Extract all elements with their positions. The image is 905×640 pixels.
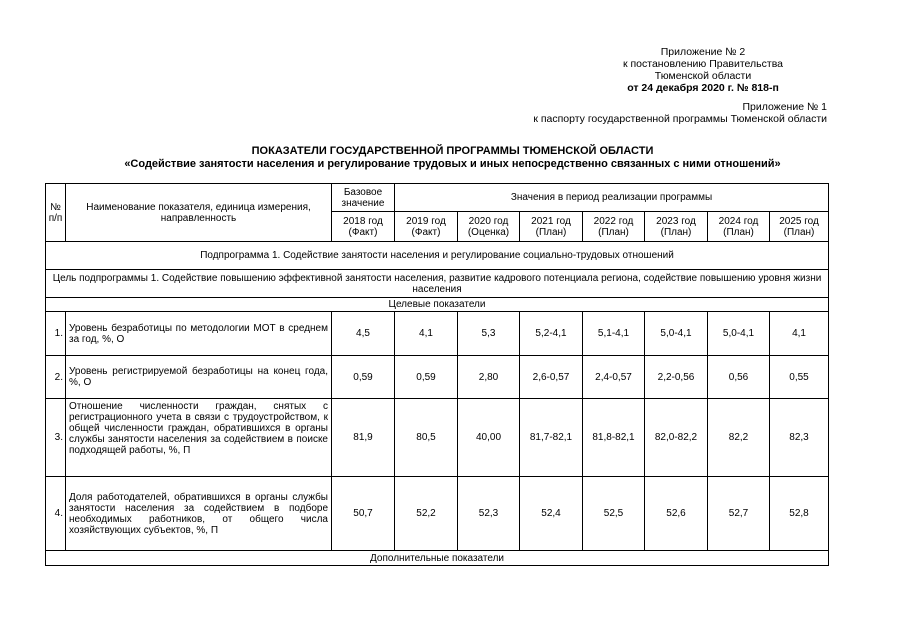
year-header xyxy=(520,212,583,242)
year-kind: (План) xyxy=(723,226,754,238)
extra-section-row xyxy=(46,551,829,566)
year-header xyxy=(645,212,708,242)
value-cell: 52,6 xyxy=(645,477,708,551)
goal-row xyxy=(46,270,829,298)
year-label: 2025 год xyxy=(779,215,819,227)
value-cell: 4,1 xyxy=(395,312,458,356)
value-cell: 52,7 xyxy=(708,477,770,551)
value-cell: 81,7-82,1 xyxy=(520,399,583,477)
value-cell: 52,2 xyxy=(395,477,458,551)
subprogram-row xyxy=(46,242,829,270)
value-cell: 5,0-4,1 xyxy=(645,312,708,356)
value-cell: 0,56 xyxy=(708,356,770,399)
value-cell: 50,7 xyxy=(332,477,395,551)
year-header xyxy=(332,212,395,242)
year-header xyxy=(708,212,770,242)
value-cell: 2,80 xyxy=(458,356,520,399)
col-name-header: Наименование показателя, единица измерения, направленность xyxy=(66,184,332,242)
appendix-header xyxy=(583,46,823,94)
target-section-title: Целевые показатели xyxy=(46,298,829,312)
year-label: 2021 год xyxy=(531,215,571,227)
year-kind: (План) xyxy=(598,226,629,238)
table-row xyxy=(46,356,829,399)
value-cell: 5,2-4,1 xyxy=(520,312,583,356)
year-label: 2023 год xyxy=(656,215,696,227)
value-cell: 0,59 xyxy=(332,356,395,399)
year-header xyxy=(770,212,829,242)
value-cell: 5,0-4,1 xyxy=(708,312,770,356)
appendix-number: Приложение № 2 xyxy=(660,46,746,58)
appendix-ref: к постановлению Правительства xyxy=(622,58,784,70)
indicator-name: Отношение численности граждан, снятых с регистрационного учета в связи с трудоустройством, к общей численности граждан, обратившихся в органы службы занятости населения за содействием в поиске подходящей работы, %, П xyxy=(66,399,332,477)
year-label: 2024 год xyxy=(718,215,759,227)
year-kind: (Факт) xyxy=(348,226,378,238)
value-cell: 82,0-82,2 xyxy=(645,399,708,477)
year-header xyxy=(583,212,645,242)
col-num-header: № п/п xyxy=(46,184,66,242)
passport-ref: к паспорту государственной программы Тюменской области xyxy=(533,113,827,125)
year-kind: (Оценка) xyxy=(467,226,510,238)
doc-title-2: «Содействие занятости населения и регулирование трудовых и иных непосредственно связанных с ними отношений» xyxy=(124,158,781,170)
passport-appendix-number: Приложение № 1 xyxy=(742,101,827,113)
year-kind: (Факт) xyxy=(411,226,441,238)
year-kind: (План) xyxy=(783,226,815,238)
value-cell: 4,1 xyxy=(770,312,829,356)
table-row xyxy=(46,399,829,477)
table-header-row xyxy=(46,184,829,212)
year-header xyxy=(458,212,520,242)
year-kind: (План) xyxy=(660,226,692,238)
col-period-header: Значения в период реализации программы xyxy=(395,184,829,212)
value-cell: 52,8 xyxy=(770,477,829,551)
value-cell: 52,5 xyxy=(583,477,645,551)
value-cell: 80,5 xyxy=(395,399,458,477)
row-number: 2. xyxy=(46,356,66,399)
target-section-row xyxy=(46,298,829,312)
indicator-name: Доля работодателей, обратившихся в органы службы занятости населения за содействием в подборе необходимых работников, от общего числа хозяйствующих субъектов, %, П xyxy=(66,477,332,551)
row-number: 1. xyxy=(46,312,66,356)
goal-title: Цель подпрограммы 1. Содействие повышению эффективной занятости населения, развитие кадрового потенциала региона, содействие повышению уровня жизни населения xyxy=(46,270,829,298)
value-cell: 82,2 xyxy=(708,399,770,477)
value-cell: 0,59 xyxy=(395,356,458,399)
value-cell: 5,3 xyxy=(458,312,520,356)
col-base-header: Базовое значение xyxy=(332,184,395,212)
indicator-name: Уровень безработицы по методологии МОТ в среднем за год, %, О xyxy=(66,312,332,356)
doc-title-1: ПОКАЗАТЕЛИ ГОСУДАРСТВЕННОЙ ПРОГРАММЫ ТЮМЕНСКОЙ ОБЛАСТИ xyxy=(251,145,654,157)
row-number: 3. xyxy=(46,399,66,477)
indicator-name: Уровень регистрируемой безработицы на конец года, %, О xyxy=(66,356,332,399)
value-cell: 0,55 xyxy=(770,356,829,399)
appendix-region: Тюменской области xyxy=(654,70,752,82)
table-row xyxy=(46,477,829,551)
passport-header xyxy=(533,101,827,125)
subprogram-title: Подпрограмма 1. Содействие занятости населения и регулирование социально-трудовых отношений xyxy=(46,242,829,270)
year-kind: (План) xyxy=(535,226,567,238)
year-header xyxy=(395,212,458,242)
year-label: 2019 год xyxy=(406,215,446,227)
indicators-table xyxy=(45,183,829,566)
year-label: 2020 год xyxy=(468,215,509,227)
year-label: 2018 год xyxy=(343,215,383,227)
value-cell: 2,2-0,56 xyxy=(645,356,708,399)
value-cell: 52,4 xyxy=(520,477,583,551)
value-cell: 40,00 xyxy=(458,399,520,477)
row-number: 4. xyxy=(46,477,66,551)
extra-section-title: Дополнительные показатели xyxy=(46,551,829,566)
value-cell: 4,5 xyxy=(332,312,395,356)
table-row xyxy=(46,312,829,356)
value-cell: 52,3 xyxy=(458,477,520,551)
value-cell: 82,3 xyxy=(770,399,829,477)
value-cell: 81,8-82,1 xyxy=(583,399,645,477)
value-cell: 5,1-4,1 xyxy=(583,312,645,356)
appendix-date: от 24 декабря 2020 г. № 818-п xyxy=(627,82,779,94)
year-label: 2022 год xyxy=(593,215,634,227)
value-cell: 2,4-0,57 xyxy=(583,356,645,399)
value-cell: 2,6-0,57 xyxy=(520,356,583,399)
value-cell: 81,9 xyxy=(332,399,395,477)
